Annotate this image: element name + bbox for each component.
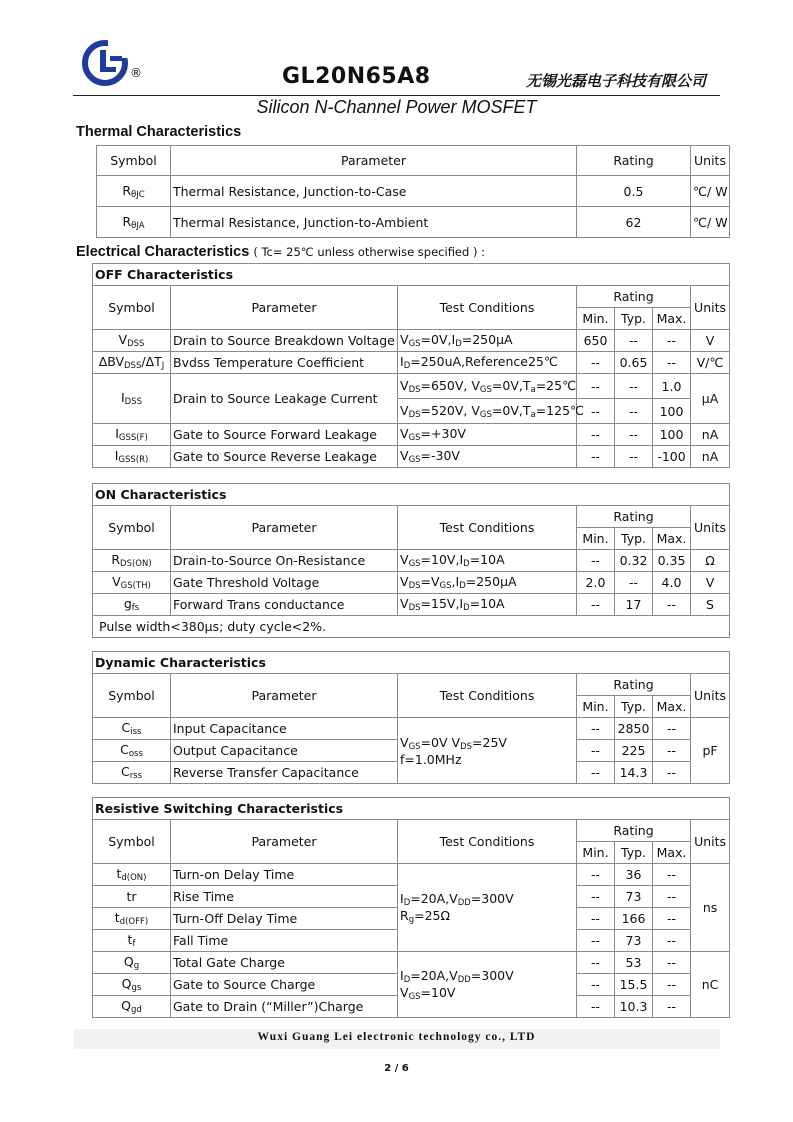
company-logo (82, 40, 130, 86)
symbol-cell: $Q_{gs}$ (93, 974, 171, 996)
document-subtitle: Silicon N-Channel Power MOSFET (256, 97, 537, 117)
min-cell: 650 (577, 330, 615, 352)
typ-cell: -- (615, 399, 653, 424)
parameter-cell: Thermal Resistance, Junction-to-Ambient (171, 207, 577, 238)
section-header: Dynamic Characteristics (93, 652, 730, 674)
max-cell: -- (653, 740, 691, 762)
symbol-cell: $g_{fs}$ (93, 594, 171, 616)
col-parameter: Parameter (171, 286, 398, 330)
dynamic-characteristics-table (92, 651, 730, 784)
table-row (93, 864, 730, 886)
units-cell: nC (691, 952, 730, 1018)
max-cell: -- (653, 594, 691, 616)
col-max: Max. (653, 842, 691, 864)
pulse-note: Pulse width<380μs; duty cycle<2%. (93, 616, 730, 638)
min-cell: -- (577, 424, 615, 446)
typ-cell: -- (615, 572, 653, 594)
test-cell: $V_{GS}=10V,I_D=10A$ (398, 550, 577, 572)
typ-cell: 15.5 (615, 974, 653, 996)
typ-cell: 0.65 (615, 352, 653, 374)
col-parameter: Parameter (171, 820, 398, 864)
min-cell: -- (577, 864, 615, 886)
company-name-cn: 无锡光磊电子科技有限公司 (526, 72, 707, 90)
section-header: Resistive Switching Characteristics (93, 798, 730, 820)
table-row (93, 424, 730, 446)
min-cell: -- (577, 374, 615, 399)
parameter-cell: Fall Time (171, 930, 398, 952)
table-row (97, 176, 730, 207)
min-cell: -- (577, 399, 615, 424)
symbol-cell: $V_{GS(TH)}$ (93, 572, 171, 594)
test-cell: $V_{GS}=0V$ $V_{DS}=25V$ f=1.0MHz (398, 718, 577, 784)
test-cell: $V_{DS}=15V,I_D=10A$ (398, 594, 577, 616)
col-symbol: Symbol (93, 820, 171, 864)
parameter-cell: Drain to Source Leakage Current (171, 374, 398, 424)
col-test-conditions: Test Conditions (398, 674, 577, 718)
frequency-condition: f=1.0MHz (400, 751, 462, 767)
parameter-cell: Turn-Off Delay Time (171, 908, 398, 930)
symbol-cell: $C_{oss}$ (93, 740, 171, 762)
symbol-cell: $R_{DS(ON)}$ (93, 550, 171, 572)
min-cell: -- (577, 762, 615, 784)
typ-cell: 2850 (615, 718, 653, 740)
typ-cell: 53 (615, 952, 653, 974)
parameter-cell: Gate to Source Forward Leakage (171, 424, 398, 446)
test-cell: $V_{GS}=0V,I_D=250\mu A$ (398, 330, 577, 352)
col-min: Min. (577, 696, 615, 718)
col-parameter: Parameter (171, 146, 577, 176)
symbol-cell: $C_{iss}$ (93, 718, 171, 740)
table-row (93, 374, 730, 399)
min-cell: -- (577, 996, 615, 1018)
electrical-title (76, 244, 485, 260)
part-number: GL20N65A8 (282, 64, 431, 89)
on-characteristics-table (92, 483, 730, 638)
test-cell: $I_D=20A,V_{DD}=300V$ $R_g=25\Omega$ (398, 864, 577, 952)
col-test-conditions: Test Conditions (398, 820, 577, 864)
min-cell: -- (577, 446, 615, 468)
col-symbol: Symbol (93, 506, 171, 550)
symbol-cell: $Q_{gd}$ (93, 996, 171, 1018)
parameter-cell: Turn-on Delay Time (171, 864, 398, 886)
col-test-conditions: Test Conditions (398, 286, 577, 330)
col-max: Max. (653, 528, 691, 550)
units-cell: S (691, 594, 730, 616)
col-min: Min. (577, 528, 615, 550)
typ-cell: 10.3 (615, 996, 653, 1018)
symbol-cell: $V_{DSS}$ (93, 330, 171, 352)
table-row (93, 446, 730, 468)
symbol-cell: $t_{d(OFF)}$ (93, 908, 171, 930)
min-cell: 2.0 (577, 572, 615, 594)
symbol-cell: $I_{GSS(F)}$ (93, 424, 171, 446)
col-max: Max. (653, 696, 691, 718)
col-symbol: Symbol (93, 674, 171, 718)
rating-cell: 0.5 (577, 176, 691, 207)
max-cell: -- (653, 330, 691, 352)
max-cell: 1.0 (653, 374, 691, 399)
table-row (93, 550, 730, 572)
rating-cell: 62 (577, 207, 691, 238)
col-rating: Rating (577, 506, 691, 528)
col-parameter: Parameter (171, 674, 398, 718)
min-cell: -- (577, 550, 615, 572)
col-min: Min. (577, 308, 615, 330)
min-cell: -- (577, 908, 615, 930)
symbol-cell: $Q_g$ (93, 952, 171, 974)
parameter-cell: Gate Threshold Voltage (171, 572, 398, 594)
symbol-cell: $t_f$ (93, 930, 171, 952)
symbol-cell: $t_{d(ON)}$ (93, 864, 171, 886)
parameter-cell: Output Capacitance (171, 740, 398, 762)
units-cell: V (691, 572, 730, 594)
test-cell: $V_{DS}=650V$, $V_{GS}=0V,T_a=25℃$ (398, 374, 577, 399)
symbol-cell: $I_{DSS}$ (93, 374, 171, 424)
max-cell: -- (653, 996, 691, 1018)
footer-company: Wuxi Guang Lei electronic technology co., LTD (257, 1031, 536, 1043)
min-cell: -- (577, 930, 615, 952)
registered-mark: ® (130, 66, 142, 80)
min-cell: -- (577, 974, 615, 996)
col-units: Units (691, 674, 730, 718)
col-rating: Rating (577, 820, 691, 842)
off-characteristics-table (92, 263, 730, 468)
table-row (93, 330, 730, 352)
col-units: Units (691, 146, 730, 176)
units-cell: nA (691, 446, 730, 468)
switching-characteristics-table (92, 797, 730, 1018)
units-cell: V/℃ (691, 352, 730, 374)
units-cell: Ω (691, 550, 730, 572)
col-min: Min. (577, 842, 615, 864)
min-cell: -- (577, 740, 615, 762)
max-cell: 4.0 (653, 572, 691, 594)
parameter-cell: Gate to Source Reverse Leakage (171, 446, 398, 468)
test-cell: $V_{DS}=520V$, $V_{GS}=0V,T_a=125℃$ (398, 399, 577, 424)
units-cell: ℃/ W (691, 176, 730, 207)
table-row (93, 572, 730, 594)
col-rating: Rating (577, 286, 691, 308)
min-cell: -- (577, 886, 615, 908)
col-typ: Typ. (615, 696, 653, 718)
symbol-cell: tr (93, 886, 171, 908)
table-row (97, 207, 730, 238)
units-cell: ns (691, 864, 730, 952)
typ-cell: 166 (615, 908, 653, 930)
test-cell: $I_D=250uA,Reference25℃$ (398, 352, 577, 374)
col-units: Units (691, 286, 730, 330)
parameter-cell: Drain-to-Source On-Resistance (171, 550, 398, 572)
parameter-cell: Bvdss Temperature Coefficient (171, 352, 398, 374)
parameter-cell: Gate to Source Charge (171, 974, 398, 996)
max-cell: -- (653, 930, 691, 952)
max-cell: -- (653, 908, 691, 930)
col-typ: Typ. (615, 528, 653, 550)
table-row (93, 352, 730, 374)
col-rating: Rating (577, 674, 691, 696)
typ-cell: -- (615, 446, 653, 468)
parameter-cell: Input Capacitance (171, 718, 398, 740)
typ-cell: -- (615, 424, 653, 446)
col-symbol: Symbol (93, 286, 171, 330)
parameter-cell: Rise Time (171, 886, 398, 908)
units-cell: V (691, 330, 730, 352)
col-test-conditions: Test Conditions (398, 506, 577, 550)
electrical-title-text: Electrical Characteristics (76, 244, 250, 260)
max-cell: -- (653, 974, 691, 996)
max-cell: -- (653, 762, 691, 784)
symbol-cell: $C_{rss}$ (93, 762, 171, 784)
max-cell: -- (653, 864, 691, 886)
typ-cell: -- (615, 374, 653, 399)
typ-cell: 36 (615, 864, 653, 886)
min-cell: -- (577, 952, 615, 974)
typ-cell: 17 (615, 594, 653, 616)
thermal-table (96, 145, 730, 238)
typ-cell: 73 (615, 886, 653, 908)
typ-cell: 73 (615, 930, 653, 952)
parameter-cell: Reverse Transfer Capacitance (171, 762, 398, 784)
max-cell: -- (653, 952, 691, 974)
typ-cell: 225 (615, 740, 653, 762)
parameter-cell: Forward Trans conductance (171, 594, 398, 616)
parameter-cell: Total Gate Charge (171, 952, 398, 974)
units-cell: μA (691, 374, 730, 424)
col-parameter: Parameter (171, 506, 398, 550)
max-cell: -- (653, 886, 691, 908)
typ-cell: -- (615, 330, 653, 352)
table-row (93, 952, 730, 974)
parameter-cell: Gate to Drain (“Miller”)Charge (171, 996, 398, 1018)
min-cell: -- (577, 594, 615, 616)
col-units: Units (691, 820, 730, 864)
col-symbol: Symbol (97, 146, 171, 176)
units-cell: nA (691, 424, 730, 446)
page-number: 2 / 6 (384, 1063, 409, 1074)
parameter-cell: Drain to Source Breakdown Voltage (171, 330, 398, 352)
test-cell: $I_D=20A,V_{DD}=300V$ $V_{GS}=10V$ (398, 952, 577, 1018)
min-cell: -- (577, 352, 615, 374)
symbol-cell: $R_{\theta JA}$ (97, 207, 171, 238)
max-cell: 100 (653, 399, 691, 424)
table-row (93, 594, 730, 616)
col-typ: Typ. (615, 308, 653, 330)
max-cell: 0.35 (653, 550, 691, 572)
max-cell: -- (653, 352, 691, 374)
col-typ: Typ. (615, 842, 653, 864)
symbol-cell: $R_{\theta JC}$ (97, 176, 171, 207)
units-cell: pF (691, 718, 730, 784)
typ-cell: 0.32 (615, 550, 653, 572)
test-cell: $V_{DS}=V_{GS},I_D=250\mu A$ (398, 572, 577, 594)
section-header: ON Characteristics (93, 484, 730, 506)
table-header-row (97, 146, 730, 176)
col-max: Max. (653, 308, 691, 330)
test-cell: $V_{GS}=+30V$ (398, 424, 577, 446)
header-divider (73, 95, 720, 96)
table-row (93, 718, 730, 740)
col-units: Units (691, 506, 730, 550)
section-header: OFF Characteristics (93, 264, 730, 286)
thermal-title: Thermal Characteristics (76, 124, 242, 140)
electrical-note: ( Tc= 25℃ unless otherwise specified ) : (253, 245, 485, 259)
min-cell: -- (577, 718, 615, 740)
typ-cell: 14.3 (615, 762, 653, 784)
parameter-cell: Thermal Resistance, Junction-to-Case (171, 176, 577, 207)
units-cell: ℃/ W (691, 207, 730, 238)
max-cell: 100 (653, 424, 691, 446)
test-cell: $V_{GS}=-30V$ (398, 446, 577, 468)
max-cell: -- (653, 718, 691, 740)
symbol-cell: $I_{GSS(R)}$ (93, 446, 171, 468)
col-rating: Rating (577, 146, 691, 176)
max-cell: -100 (653, 446, 691, 468)
symbol-cell: $\Delta BV_{DSS}/\Delta T_J$ (93, 352, 171, 374)
